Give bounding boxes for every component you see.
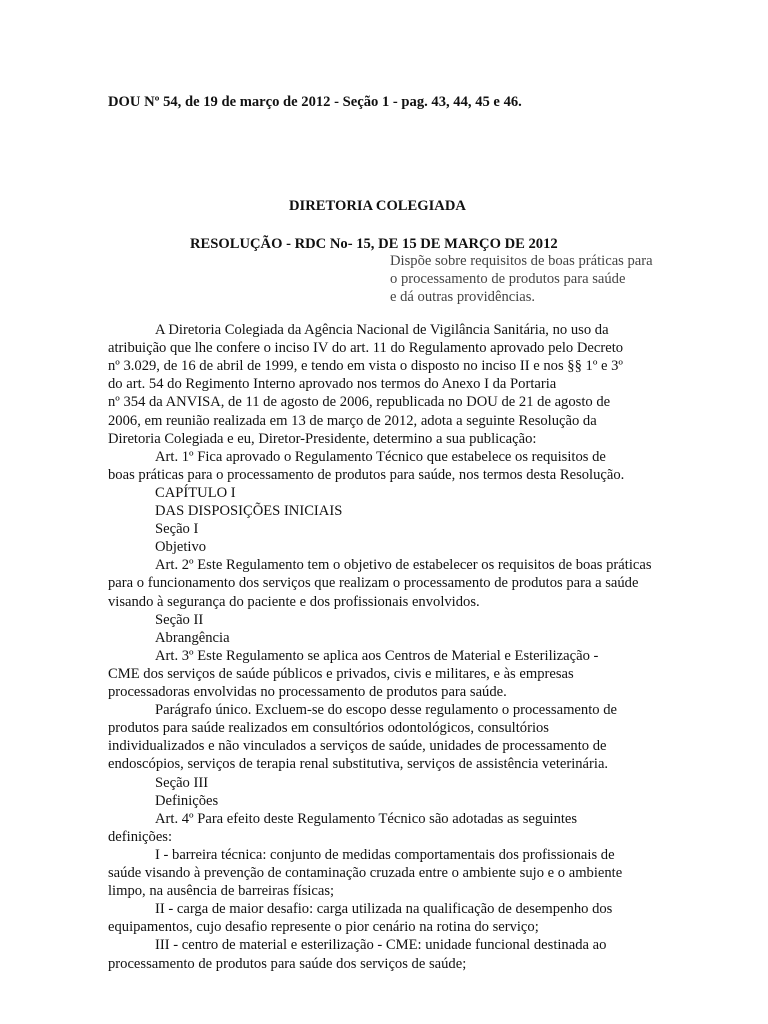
- body-line: visando à segurança do paciente e dos profissionais envolvidos.: [108, 594, 480, 610]
- body-line: saúde visando à prevenção de contaminação cruzada entre o ambiente sujo e o ambiente: [108, 865, 623, 881]
- board-heading: DIRETORIA COLEGIADA: [289, 198, 466, 214]
- body-line: I - barreira técnica: conjunto de medidas comportamentais dos profissionais de: [155, 847, 615, 863]
- body-line: Definições: [155, 793, 219, 809]
- body-line: boas práticas para o processamento de produtos para saúde, nos termos desta Resolução.: [108, 467, 625, 483]
- body-line: CME dos serviços de saúde públicos e privados, civis e militares, e às empresas: [108, 666, 574, 682]
- body-line: Art. 1º Fica aprovado o Regulamento Técnico que estabelece os requisitos de: [155, 449, 606, 465]
- body-line: Seção I: [155, 521, 199, 537]
- body-line: produtos para saúde realizados em consultórios odontológicos, consultórios: [108, 720, 549, 736]
- body-line: 2006, em reunião realizada em 13 de março de 2012, adota a seguinte Resolução da: [108, 413, 597, 429]
- body-line: atribuição que lhe confere o inciso IV do art. 11 do Regulamento aprovado pelo Decreto: [108, 340, 624, 356]
- body-line: Objetivo: [155, 539, 207, 555]
- body-line: do art. 54 do Regimento Interno aprovado nos termos do Anexo I da Portaria: [108, 376, 557, 392]
- body-line: Seção III: [155, 775, 209, 791]
- summary-line: e dá outras providências.: [390, 289, 536, 305]
- body-line: Abrangência: [155, 630, 230, 646]
- body-line: nº 3.029, de 16 de abril de 1999, e tendo em vista o disposto no inciso II e nos §§ 1º e 3º: [108, 358, 623, 374]
- body-line: endoscópios, serviços de terapia renal substitutiva, serviços de assistência veterinária.: [108, 756, 609, 772]
- dou-reference: DOU Nº 54, de 19 de março de 2012 - Seção 1 - pag. 43, 44, 45 e 46.: [108, 94, 522, 110]
- body-line: individualizados e não vinculados a serviços de saúde, unidades de processamento de: [108, 738, 607, 754]
- resolution-title: RESOLUÇÃO - RDC No- 15, DE 15 DE MARÇO DE 2012: [190, 236, 558, 252]
- body-line: III - centro de material e esterilização - CME: unidade funcional destinada ao: [155, 937, 607, 953]
- summary-line: Dispõe sobre requisitos de boas práticas para: [390, 253, 653, 269]
- body-line: Art. 2º Este Regulamento tem o objetivo de estabelecer os requisitos de boas práticas: [155, 557, 652, 573]
- body-line: II - carga de maior desafio: carga utilizada na qualificação de desempenho dos: [155, 901, 613, 917]
- body-line: para o funcionamento dos serviços que realizam o processamento de produtos para a saúde: [108, 575, 639, 591]
- body-line: A Diretoria Colegiada da Agência Nacional de Vigilância Sanitária, no uso da: [155, 322, 609, 338]
- body-line: processamento de produtos para saúde dos serviços de saúde;: [108, 956, 467, 972]
- body-line: Seção II: [155, 612, 204, 628]
- body-line: CAPÍTULO I: [155, 485, 236, 501]
- body-line: limpo, na ausência de barreiras físicas;: [108, 883, 335, 899]
- body-line: Art. 4º Para efeito deste Regulamento Técnico são adotadas as seguintes: [155, 811, 578, 827]
- body-line: definições:: [108, 829, 173, 845]
- summary-line: o processamento de produtos para saúde: [390, 271, 626, 287]
- body-line: nº 354 da ANVISA, de 11 de agosto de 2006, republicada no DOU de 21 de agosto de: [108, 394, 611, 410]
- body-line: DAS DISPOSIÇÕES INICIAIS: [155, 503, 343, 519]
- body-line: Diretoria Colegiada e eu, Diretor-Presidente, determino a sua publicação:: [108, 431, 537, 447]
- body-line: Art. 3º Este Regulamento se aplica aos Centros de Material e Esterilização -: [155, 648, 599, 664]
- body-line: processadoras envolvidas no processamento de produtos para saúde.: [108, 684, 507, 700]
- body-line: Parágrafo único. Excluem-se do escopo desse regulamento o processamento de: [155, 702, 617, 718]
- body-line: equipamentos, cujo desafio represente o pior cenário na rotina do serviço;: [108, 919, 539, 935]
